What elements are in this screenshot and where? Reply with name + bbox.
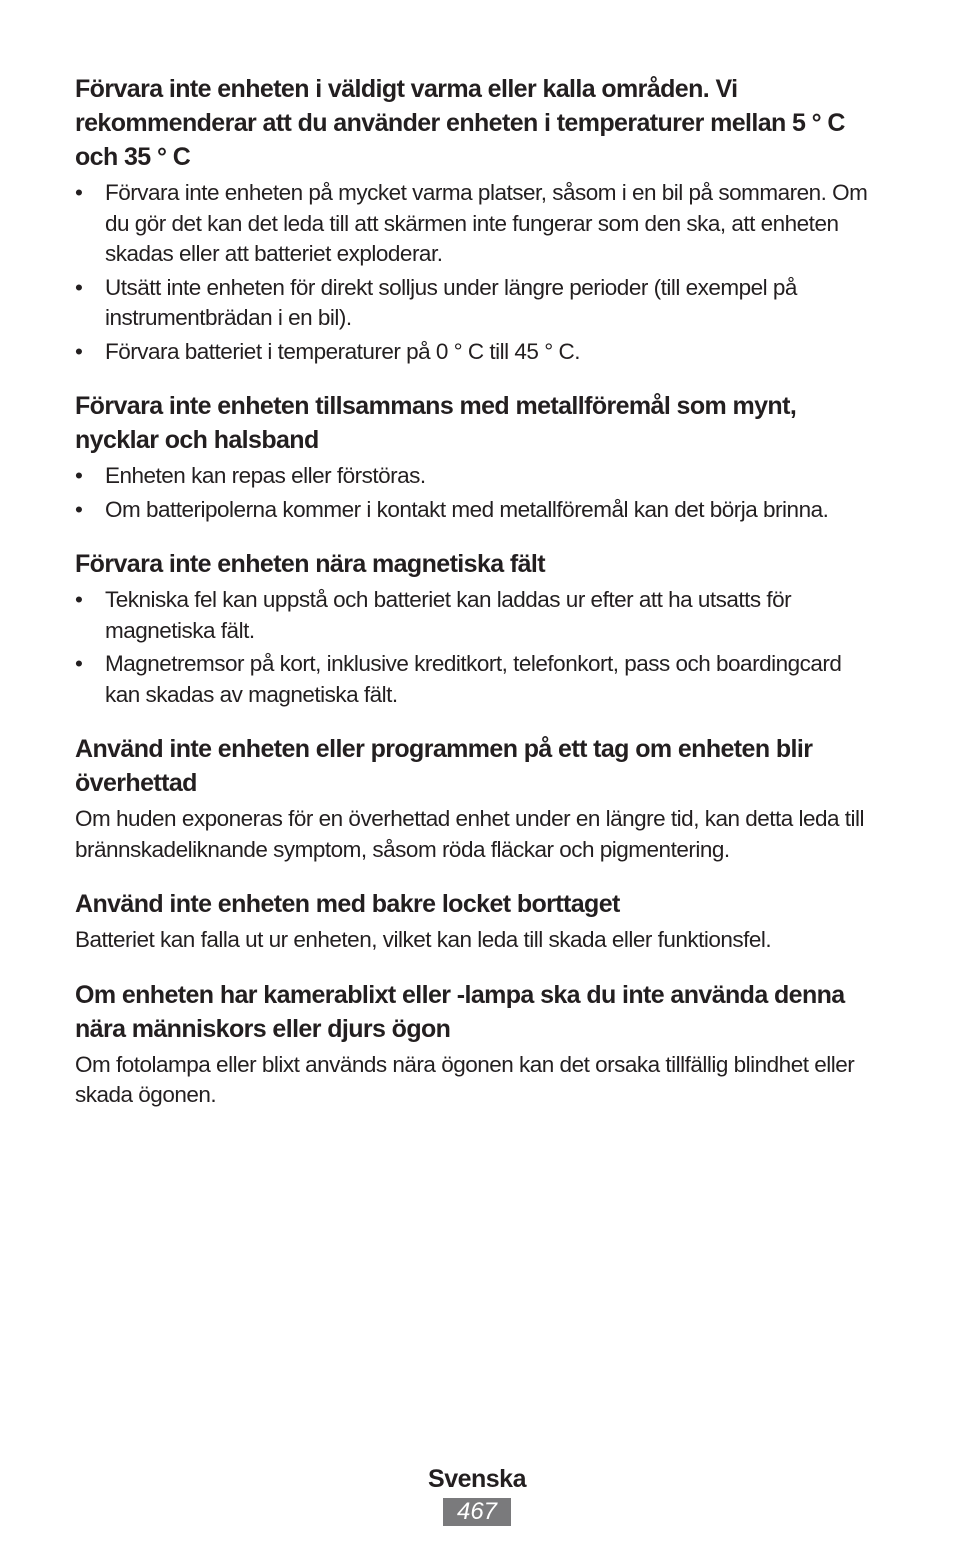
section-magnetic-fields <box>75 547 875 710</box>
bullet-icon: • <box>75 651 83 676</box>
list-item <box>75 585 875 646</box>
list-item-text: Tekniska fel kan uppstå och batteriet kan laddas ur efter att ha utsatts för magnetiska fält. <box>105 587 792 643</box>
list-item-text: Enheten kan repas eller förstöras. <box>105 463 426 488</box>
list-item <box>75 649 875 710</box>
section-heading: Använd inte enheten eller programmen på ett tag om enheten blir överhettad <box>75 735 813 797</box>
bullet-icon: • <box>75 180 83 205</box>
list-item-text: Utsätt inte enheten för direkt solljus under längre perioder (till exempel på instrumentbrädan i en bil). <box>105 274 797 330</box>
list-item <box>75 178 875 270</box>
list-item-text: Förvara inte enheten på mycket varma platser, såsom i en bil på sommaren. Om du gör det kan det leda till att skärmen inte fungerar som den ska, att enheten skadas eller att batteriet exploderar. <box>105 180 868 266</box>
section-heading: Om enheten har kamerablixt eller -lampa ska du inte använda denna nära människors eller djurs ögon <box>75 980 845 1043</box>
bullet-icon: • <box>75 338 83 364</box>
section-heading: Använd inte enheten med bakre locket borttaget <box>75 890 620 918</box>
section-temperature <box>75 72 875 367</box>
section-heading: Förvara inte enheten tillsammans med metallföremål som mynt, nycklar och halsband <box>75 392 797 454</box>
list-item-text: Om batteripolerna kommer i kontakt med metallföremål kan det börja brinna. <box>105 496 829 522</box>
list-item <box>75 495 875 526</box>
section-metal-objects <box>75 389 875 525</box>
page-number: 467 <box>443 1498 511 1526</box>
list-item-text: Förvara batteriet i temperaturer på 0 ° C till 45 ° C. <box>105 338 580 364</box>
section-paragraph: Om huden exponeras för en överhettad enhet under en längre tid, kan detta leda till brännskadeliknande symptom, såsom röda fläckar och pigmentering. <box>75 806 865 862</box>
section-heading: Förvara inte enheten i väldigt varma eller kalla områden. Vi rekommenderar att du använder enheten i temperaturer mellan 5 ° C och 35 ° C <box>75 75 845 171</box>
bullet-icon: • <box>75 587 83 612</box>
language-label: Svenska <box>428 1465 526 1493</box>
list-item <box>75 273 875 334</box>
page-content <box>75 72 875 1133</box>
page-footer <box>0 1462 954 1526</box>
section-paragraph: Batteriet kan falla ut ur enheten, vilket kan leda till skada eller funktionsfel. <box>75 927 772 952</box>
section-back-cover <box>75 887 875 956</box>
bullet-list <box>75 461 875 525</box>
bullet-list <box>75 178 875 367</box>
section-overheated <box>75 732 875 865</box>
bullet-icon: • <box>75 274 83 300</box>
bullet-icon: • <box>75 463 83 488</box>
bullet-list <box>75 585 875 710</box>
list-item <box>75 337 875 368</box>
bullet-icon: • <box>75 496 83 522</box>
section-camera-flash <box>75 978 875 1111</box>
section-paragraph: Om fotolampa eller blixt används nära ögonen kan det orsaka tillfällig blindhet eller skada ögonen. <box>75 1051 855 1107</box>
list-item-text: Magnetremsor på kort, inklusive kreditkort, telefonkort, pass och boardingcard kan skadas av magnetiska fält. <box>105 651 842 707</box>
list-item <box>75 461 875 492</box>
section-heading: Förvara inte enheten nära magnetiska fält <box>75 550 546 578</box>
